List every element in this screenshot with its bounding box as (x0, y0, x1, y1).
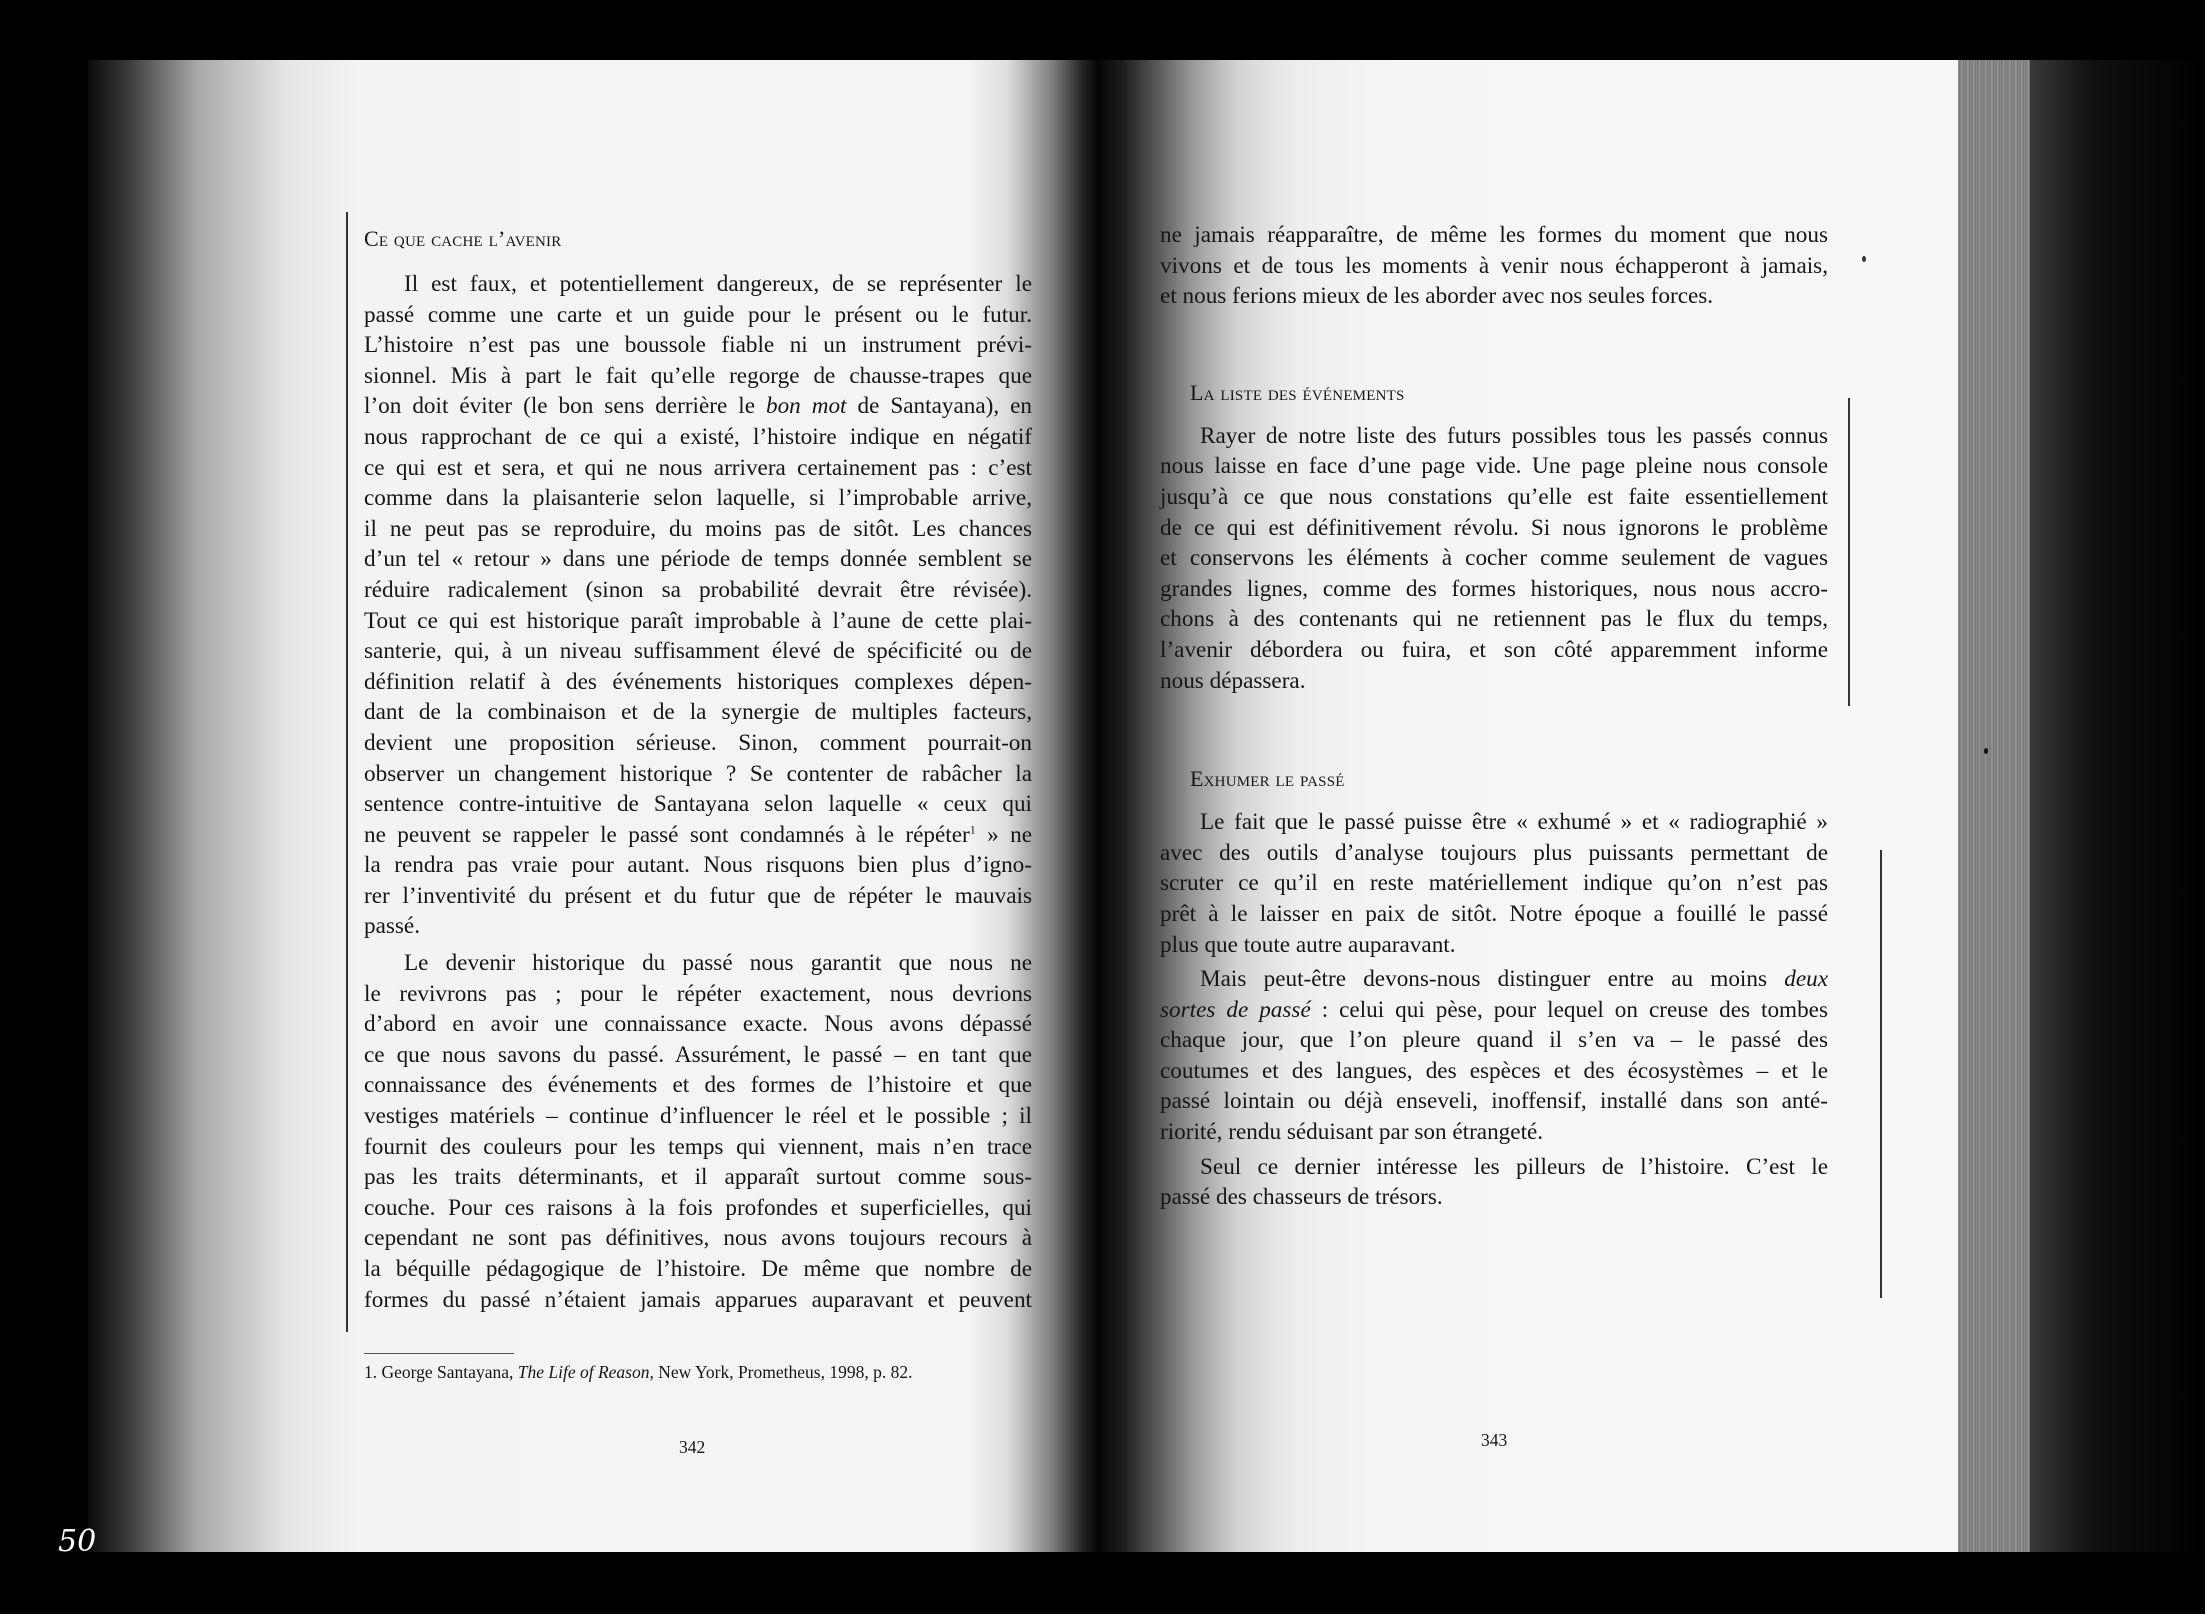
text-line: dant de la combinaison et de la synergie de multiples facteurs, (364, 699, 1032, 726)
text-line: observer un changement historique ? Se contenter de rabâcher la (364, 760, 1032, 787)
left-text-column (364, 226, 1032, 1315)
text-line: grandes lignes, comme des formes historiques, nous nous accro- (1160, 575, 1828, 602)
text-run: l’on doit éviter (le bon sens derrière le (364, 393, 766, 420)
text-line: fournit des couleurs pour les temps qui viennent, mais n’en trace (364, 1133, 1032, 1160)
italic-run: bon mot (765, 393, 847, 420)
page-block-edge (1958, 60, 2030, 1552)
text-line: passé comme une carte et un guide pour le présent ou le futur. (364, 301, 1032, 328)
text-line: connaissance des événements et des formes de l’histoire et que (364, 1072, 1032, 1099)
text-line: Rayer de notre liste des futurs possibles tous les passés connus (1200, 422, 1828, 449)
text-line: vestiges matériels – continue d’influencer le réel et le possible ; il (364, 1103, 1032, 1130)
text-line: d’abord en avoir une connaissance exacte. Nous avons dépassé (364, 1011, 1032, 1038)
section-2-paragraph-1 (1160, 807, 1828, 960)
margin-rule-left (346, 212, 348, 1332)
text-line (1160, 995, 1828, 1026)
text-run: » ne (975, 821, 1032, 848)
section-heading (1160, 380, 1828, 407)
right-text-column (1160, 220, 1828, 1213)
text-line: plus que toute autre auparavant. (1160, 931, 1456, 958)
section-heading-text: La liste des événements (1190, 379, 1405, 405)
text-line: passé lointain ou déjà enseveli, inoffensif, installé dans son anté- (1160, 1088, 1828, 1115)
text-line (364, 820, 1032, 851)
text-line: santerie, qui, à un niveau suffisamment élevé de spécificité ou de (364, 638, 1032, 665)
section-2-paragraph-2 (1160, 964, 1828, 1148)
text-line: vivons et de tous les moments à venir nous échapperont à jamais, (1160, 252, 1828, 279)
footnote-ref: 1 (969, 821, 976, 836)
margin-rule-right-2 (1880, 850, 1882, 1298)
text-line: la béquille pédagogique de l’histoire. De même que nombre de (364, 1256, 1032, 1282)
text-line: ne jamais réapparaître, de même les formes du moment que nous (1160, 222, 1828, 248)
page-number-left: 342 (679, 1437, 706, 1457)
text-line: formes du passé n’étaient jamais apparues auparavant et peuvent (364, 1286, 1032, 1313)
text-line: nous dépassera. (1160, 667, 1306, 694)
speck (1862, 256, 1866, 262)
paragraph-2 (364, 948, 1032, 1315)
text-line: ce que nous savons du passé. Assurément, le passé – en tant que (364, 1041, 1032, 1068)
footnote-text: , New York, Prometheus, 1998, p. 82. (649, 1362, 913, 1382)
text-line: L’histoire n’est pas une boussole fiable ni un instrument prévi- (364, 332, 1032, 359)
text-line (1160, 964, 1828, 995)
text-line: de ce qui est définitivement révolu. Si nous ignorons le problème (1160, 514, 1828, 541)
text-line: il ne peut pas se reproduire, du moins pas de sitôt. Les chances (364, 515, 1032, 542)
running-head (364, 226, 1032, 253)
section-2-paragraph-3 (1160, 1152, 1828, 1213)
footnote-rule (364, 1353, 514, 1354)
running-head-text: Ce que cache l’avenir (364, 226, 562, 251)
text-line: réduire radicalement (sinon sa probabilité devrait être révisée). (364, 576, 1032, 603)
text-line: le revivrons pas ; pour le répéter exactement, nous devrions (364, 980, 1032, 1007)
continuation-paragraph (1160, 220, 1828, 312)
text-line: Tout ce qui est historique paraît improbable à l’aune de cette plai- (364, 607, 1032, 634)
text-line: avec des outils d’analyse toujours plus puissants permettant de (1160, 839, 1828, 866)
text-line: d’un tel « retour » dans une période de temps donnée semblent se (364, 546, 1032, 573)
book-cover-edge (2030, 60, 2205, 1552)
text-line: cependant ne sont pas définitives, nous avons toujours recours à (364, 1225, 1032, 1252)
text-line: chons à des contenants qui ne retiennent pas le flux du temps, (1160, 606, 1828, 633)
text-line: la rendra pas vraie pour autant. Nous risquons bien plus d’igno- (364, 852, 1032, 879)
paragraph-1 (364, 269, 1032, 942)
text-run: ne peuvent se rappeler le passé sont condamnés à le répéter (364, 821, 970, 848)
text-run: de Santayana), en (846, 393, 1033, 420)
text-line: ce qui est et sera, et qui ne nous arrivera certainement pas : c’est (364, 454, 1032, 481)
text-line: pas les traits déterminants, et il apparaît surtout comme sous- (364, 1164, 1032, 1191)
text-line: et nous ferions mieux de les aborder avec nos seules forces. (1160, 283, 1714, 310)
footnote (364, 1360, 1032, 1384)
text-line: sentence contre-intuitive de Santayana selon laquelle « ceux qui (364, 791, 1032, 818)
text-run: : celui qui pèse, pour lequel on creuse des tombes (1310, 996, 1828, 1023)
section-heading-text: Exhumer le passé (1190, 766, 1345, 792)
text-line: sionnel. Mis à part le fait qu’elle regorge de chausse-trapes que (364, 362, 1032, 389)
text-line: définition relatif à des événements historiques complexes dépen- (364, 668, 1032, 695)
text-line: prêt à le laisser en paix de sitôt. Notre époque a fouillé le passé (1160, 900, 1828, 927)
text-line: devient une proposition sérieuse. Sinon, comment pourrait-on (364, 729, 1032, 756)
text-line: jusqu’à ce que nous constations qu’elle est faite essentiellement (1160, 483, 1828, 510)
text-line: comme dans la plaisanterie selon laquelle, si l’improbable arrive, (364, 485, 1032, 512)
text-line: passé. (364, 913, 421, 940)
text-line: l’avenir débordera ou fuira, et son côté apparemment informe (1160, 636, 1828, 663)
footnote-text: 1. George Santayana, (364, 1362, 518, 1382)
speck (1984, 748, 1988, 754)
section-1-paragraph (1160, 421, 1828, 696)
text-line: couche. Pour ces raisons à la fois profondes et superficielles, qui (364, 1194, 1032, 1221)
text-line: rer l’inventivité du présent et du futur que de répéter le mauvais (364, 882, 1032, 909)
margin-rule-right-1 (1848, 398, 1850, 706)
text-line: Il est faux, et potentiellement dangereux, de se représenter le (404, 271, 1032, 297)
text-line: nous laisse en face d’une page vide. Une page pleine nous console (1160, 453, 1828, 480)
text-line: chaque jour, que l’on pleure quand il s’en va – le passé des (1160, 1027, 1828, 1054)
section-heading (1160, 766, 1828, 793)
text-line: Le devenir historique du passé nous garantit que nous ne (404, 950, 1032, 977)
text-line: Seul ce dernier intéresse les pilleurs de l’histoire. C’est le (1200, 1153, 1828, 1180)
text-run: Mais peut-être devons-nous distinguer entre au moins (1200, 966, 1785, 993)
italic-run: sortes de passé (1160, 996, 1311, 1023)
text-line: coutumes et des langues, des espèces et des écosystèmes – et le (1160, 1057, 1828, 1084)
text-line: riorité, rendu séduisant par son étrangeté. (1160, 1119, 1544, 1146)
text-line: scruter ce qu’il en reste matériellement indique qu’on n’est pas (1160, 870, 1828, 897)
footnote-title: The Life of Reason (517, 1362, 650, 1382)
text-line (364, 391, 1032, 422)
scan-folio-number: 50 (58, 1524, 97, 1559)
text-line: et conservons les éléments à cocher comme seulement de vagues (1160, 545, 1828, 572)
text-line: nous rapprochant de ce qui a existé, l’histoire indique en négatif (364, 423, 1032, 450)
text-line: Le fait que le passé puisse être « exhumé » et « radiographié » (1200, 809, 1828, 836)
text-line: passé des chasseurs de trésors. (1160, 1184, 1443, 1211)
page-number-right: 343 (1481, 1430, 1508, 1450)
italic-run: deux (1784, 966, 1828, 993)
